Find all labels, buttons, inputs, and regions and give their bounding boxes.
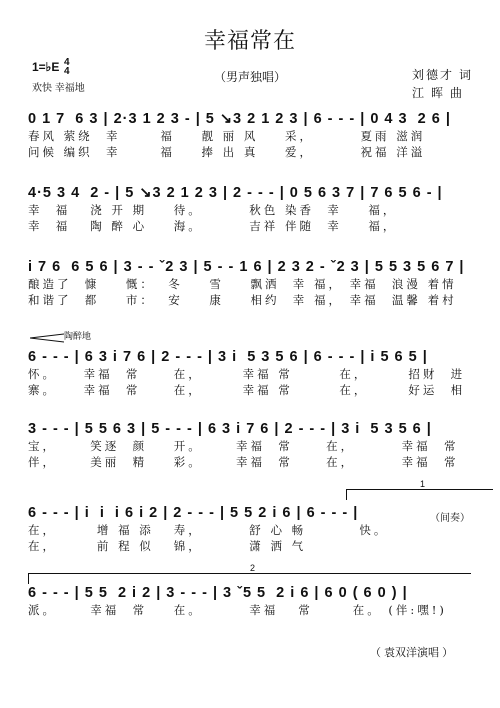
volta-number: 1	[420, 479, 426, 489]
lyric-verse-1: 春风 萦绕 幸 福 靓 丽 风 采， 夏雨 滋润	[28, 129, 426, 143]
music-line-5	[28, 420, 492, 470]
time-signature	[64, 58, 70, 76]
music-line-3	[28, 258, 492, 308]
dynamic-marking: 陶醉地	[64, 331, 92, 341]
notes-row: 6 - - - | 5 5 2 i 2 | 3 - - - | 3 ˇ5 5 2 i 6 | 6 0 ( 6 0 ) |	[28, 585, 408, 601]
notes-row: 3 - - - | 5 5 6 3 | 5 - - - | 6 3 i 7 6 | 2 - - - | 3 i 5 3 5 6 |	[28, 421, 432, 437]
diminuendo-hairpin-icon	[30, 333, 64, 343]
lyric-verse-2: 问候 编织 幸 福 捧 出 真 爱， 祝福 洋溢	[28, 145, 426, 159]
interlude-marking: （间奏）	[430, 513, 470, 524]
performer-credit: （ 袁双洋演唱 ）	[370, 647, 454, 659]
lyric-verse-1: 派。 幸福 常 在。 幸福 常 在。 (伴:嘿!)	[28, 603, 447, 617]
composer-credit: 江 晖 曲	[412, 86, 465, 100]
lyric-verse-2: 伴， 美丽 精 彩。 幸福 常 在， 幸福 常	[28, 455, 459, 469]
music-line-4	[28, 348, 492, 398]
meter-top: 4	[64, 57, 70, 68]
lyric-verse-1: 在， 增 福 添 寿， 舒 心 畅 快。	[28, 523, 389, 537]
song-title: 幸福常在	[203, 29, 296, 54]
lyric-verse-2: 在， 前 程 似 锦， 潇 洒 气	[28, 539, 307, 553]
lyric-verse-1: 宝， 笑逐 颜 开。 幸福 常 在， 幸福 常	[28, 439, 459, 453]
notes-row: 0 1 7 6 3 | 2·3 1 2 3 - | 5 ↘3 2 1 2 3 | 6 - - - | 0 4 3 2 6 |	[28, 111, 451, 127]
music-line-6	[28, 504, 492, 554]
lyric-verse-1: 怀。 幸福 常 在， 幸福 常 在， 招财 进	[28, 367, 466, 381]
music-line-2	[28, 184, 492, 234]
notes-row: 6 - - - | i i i 6 i 2 | 2 - - - | 5 5 2 i 6 | 6 - - - |	[28, 505, 359, 521]
meter-bottom: 4	[64, 66, 70, 77]
tempo-marking: 欢快 幸福地	[32, 83, 85, 94]
second-ending-bracket	[28, 563, 471, 584]
notes-row: 6 - - - | 6 3 i 7 6 | 2 - - - | 3 i 5 3 5 6 | 6 - - - | i 5 6 5 |	[28, 349, 428, 365]
notes-row: i 7 6 6 5 6 | 3 - - ˇ2 3 | 5 - - 1 6 | 2 3 2 - ˇ2 3 | 5 5 3 5 6 7 |	[28, 259, 465, 275]
lyric-verse-1: 酿造了 慷 慨： 冬 雪 飘洒 幸 福， 幸福 浪漫 着情	[28, 277, 457, 291]
song-subtitle: （男声独唱）	[213, 70, 286, 84]
music-line-7	[28, 584, 492, 618]
volta-number: 2	[250, 563, 256, 573]
first-ending-bracket	[346, 479, 493, 500]
music-line-1	[28, 110, 492, 160]
lyric-verse-2: 寨。 幸福 常 在， 幸福 常 在， 好运 相	[28, 383, 466, 397]
lyric-verse-2: 和谐了 都 市： 安 康 相约 幸 福， 幸福 温馨 着村	[28, 293, 457, 307]
notes-row: 4·5 3 4 2 - | 5 ↘3 2 1 2 3 | 2 - - - | 0 5 6 3 7 | 7 6 5 6 - |	[28, 185, 443, 201]
lyric-verse-1: 幸 福 浇 开 期 待。 秋色 染香 幸 福，	[28, 203, 398, 217]
lyric-verse-2: 幸 福 陶 醉 心 海。 吉祥 伴随 幸 福，	[28, 219, 398, 233]
key-signature: 1=♭E	[32, 60, 60, 74]
lyricist-credit: 刘德才 词	[412, 68, 474, 82]
